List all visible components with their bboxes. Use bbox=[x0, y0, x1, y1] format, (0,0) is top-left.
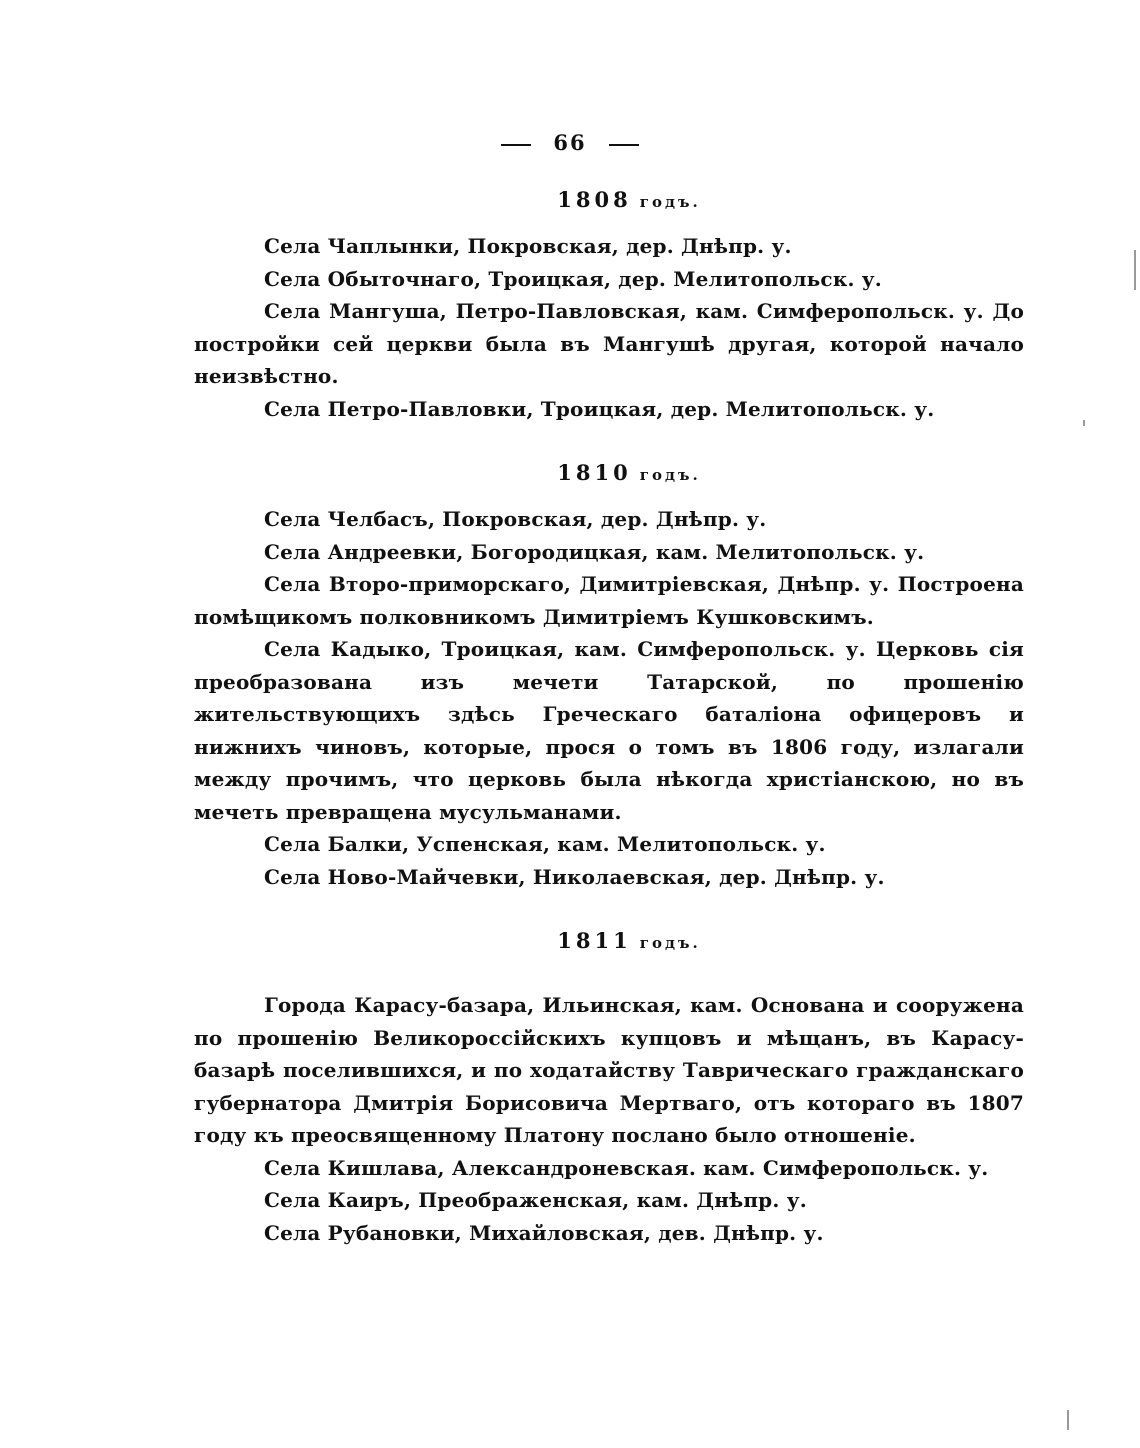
section-heading-1808 bbox=[194, 180, 1024, 220]
entry: Села Рубановки, Михайловская, дев. Днѣпр. у. bbox=[264, 1220, 824, 1245]
entry: Села Мангуша, Петро-Павловская, кам. Симферопольск. у. До постройки сей церкви была въ Мангушѣ другая, которой начало неизвѣстно. bbox=[194, 299, 1024, 388]
year-word: годъ. bbox=[639, 193, 701, 211]
text-column bbox=[194, 180, 1024, 1249]
section-heading-1810 bbox=[194, 453, 1024, 493]
year-word: годъ. bbox=[639, 466, 701, 484]
entry: Села Обыточнаго, Троицкая, дер. Мелитопольск. у. bbox=[264, 266, 882, 291]
entry: Села Челбасъ, Покровская, дер. Днѣпр. у. bbox=[264, 507, 767, 531]
year-number: 1810 bbox=[557, 460, 632, 485]
page-number-header bbox=[0, 130, 1140, 155]
scan-mark bbox=[1083, 420, 1085, 426]
entry: Села Андреевки, Богородицкая, кам. Мелитопольск. у. bbox=[264, 539, 925, 564]
left-dash bbox=[501, 144, 531, 146]
section-heading-1811 bbox=[194, 921, 1024, 961]
entry: Села Чаплынки, Покровская, дер. Днѣпр. у. bbox=[264, 234, 792, 258]
scan-mark bbox=[1067, 1410, 1069, 1430]
scan-mark bbox=[1134, 250, 1136, 290]
year-number: 1808 bbox=[557, 187, 632, 212]
entry: Села Балки, Успенская, кам. Мелитопольск. у. bbox=[264, 832, 826, 856]
right-dash bbox=[609, 144, 639, 146]
entry: Села Кадыко, Троицкая, кам. Симферопольск. у. Церковь сія преобразована изъ мечети Татарской, по прошенію жительствующихъ здѣсь Греческаго баталіона офицеровъ и нижнихъ чиновъ, которые, прося о томъ въ 1806 году, излагали между прочимъ, что церковь была нѣкогда христіанскою, но въ мечеть превращена мусульманами. bbox=[194, 637, 1024, 824]
page-number: 66 bbox=[553, 130, 587, 155]
entry: Города Карасу-базара, Ильинская, кам. Основана и сооружена по прошенію Великороссійскихъ купцовъ и мѣщанъ, въ Карасу-базарѣ поселившихся, и по ходатайству Таврическаго гражданскаго губернатора Дмитрія Борисовича Мертваго, отъ котораго въ 1807 году къ преосвященному Платону послано было отношеніе. bbox=[194, 993, 1024, 1147]
year-number: 1811 bbox=[557, 928, 632, 953]
entry: Села Ново-Майчевки, Николаевская, дер. Днѣпр. у. bbox=[264, 864, 885, 889]
entry: Села Петро-Павловки, Троицкая, дер. Мелитопольск. у. bbox=[264, 396, 935, 421]
entry: Села Второ-приморскаго, Димитріевская, Днѣпр. у. Построена помѣщикомъ полковникомъ Димитріемъ Кушковскимъ. bbox=[194, 572, 1024, 629]
entry: Села Каиръ, Преображенская, кам. Днѣпр. у. bbox=[264, 1188, 807, 1212]
entry: Села Кишлава, Александроневская. кам. Симферопольск. у. bbox=[264, 1155, 989, 1180]
year-word: годъ. bbox=[639, 934, 701, 952]
